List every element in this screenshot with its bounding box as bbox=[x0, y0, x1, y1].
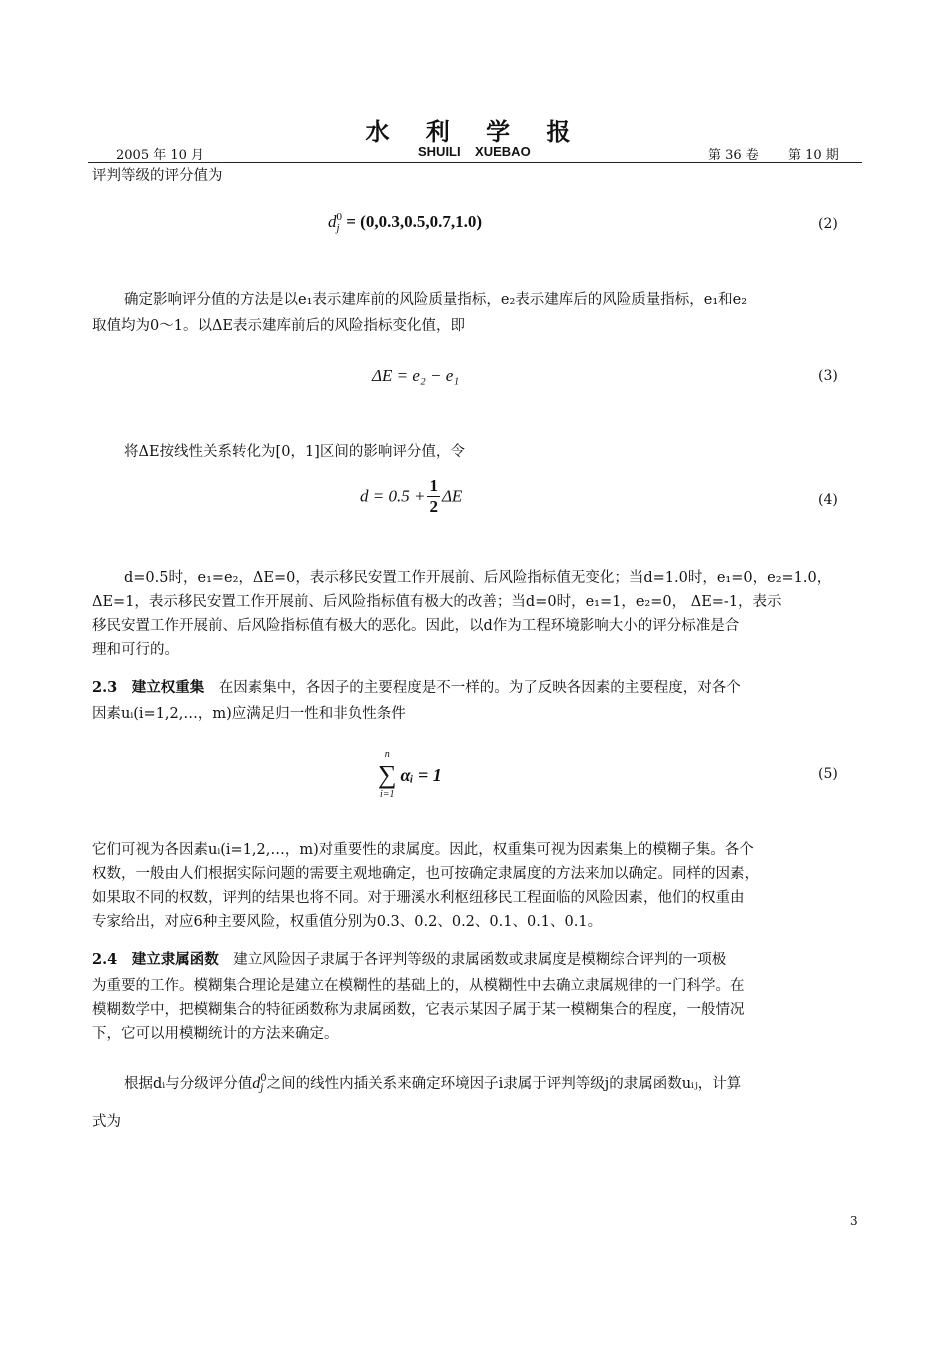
para5-text-a: 根据dᵢ与分级评分值 bbox=[124, 1076, 253, 1092]
para3-line3: 移民安置工作开展前、后风险指标值有极大的恶化。因此，以d作为工程环境影响大小的评分标准是合 bbox=[92, 618, 740, 634]
para5-d-sup: 0 bbox=[260, 1073, 267, 1084]
eq4-lhs: d = 0.5 + bbox=[360, 486, 426, 506]
section-2-4-line2: 为重要的工作。模糊集合理论是建立在模糊性的基础上的，从模糊性中去确立隶属规律的一门科学。在 bbox=[92, 978, 745, 994]
para3-line4: 理和可行的。 bbox=[92, 642, 179, 658]
section-2-4-line1 bbox=[92, 950, 726, 970]
equation-5-number: (5) bbox=[818, 766, 838, 782]
para4-line4: 专家给出，对应6种主要风险，权重值分别为0.3、0.2、0.2、0.1、0.1、0.1。 bbox=[92, 914, 603, 930]
eq2-rhs: = (0,0.3,0.5,0.7,1.0) bbox=[342, 212, 483, 231]
equation-2-number: (2) bbox=[818, 216, 838, 232]
eq2-lhs: d bbox=[328, 212, 337, 231]
para1-line2: 取值均为0～1。以ΔE表示建库前后的风险指标变化值，即 bbox=[92, 318, 466, 334]
eq5-body: αᵢ = 1 bbox=[400, 764, 442, 785]
para1-line1: 确定影响评分值的方法是以e₁表示建库前的风险质量指标，e₂表示建库后的风险质量指标，e₁和e₂ bbox=[124, 292, 748, 308]
para4-line3: 如果取不同的权数，评判的结果也将不同。对于珊溪水利枢纽移民工程面临的风险因素，他们的权重由 bbox=[92, 890, 745, 906]
para4-line2: 权数，一般由人们根据实际问题的需要主观地确定，也可按确定隶属度的方法来加以确定。同样的因素， bbox=[92, 866, 759, 882]
equation-3-number: (3) bbox=[818, 368, 838, 384]
section-2-3-line1 bbox=[92, 678, 741, 698]
section-2-4-line3: 模糊数学中，把模糊集合的特征函数称为隶属函数，它表示某因子属于某一模糊集合的程度，一般情况 bbox=[92, 1002, 745, 1018]
intro-line: 评判等级的评分值为 bbox=[92, 168, 223, 184]
para3-line1: d=0.5时，e₁=e₂，ΔE=0，表示移民安置工作开展前、后风险指标值无变化；当d=1.0时，e₁=0，e₂=1.0， bbox=[124, 570, 832, 586]
header-volume: 第 36 卷 bbox=[708, 148, 759, 163]
equation-3: ΔE = e₂ − e₁ bbox=[372, 366, 460, 385]
eq4-rhs: ΔE bbox=[441, 486, 463, 506]
para5-line1 bbox=[124, 1074, 741, 1094]
equation-4 bbox=[360, 476, 462, 517]
para3-line2: ΔE=1，表示移民安置工作开展前、后风险指标值有极大的改善；当d=0时，e₁=1，e₂=0， ΔE=-1，表示 bbox=[92, 594, 782, 610]
para5-line2: 式为 bbox=[92, 1114, 121, 1130]
journal-title: 水 利 学 报 bbox=[365, 118, 585, 146]
para5-d-sub: j bbox=[260, 1083, 264, 1094]
eq2-sub: j bbox=[336, 222, 340, 235]
header-rule bbox=[88, 162, 862, 163]
header-issue: 第 10 期 bbox=[788, 148, 839, 163]
eq5-lower-limit: i=1 bbox=[380, 789, 395, 800]
para4-line1: 它们可视为各因素uᵢ(i=1,2,…，m)对重要性的隶属度。因此，权重集可视为因素集上的模糊子集。各个 bbox=[92, 842, 754, 858]
section-2-4-line4: 下，它可以用模糊统计的方法来确定。 bbox=[92, 1026, 339, 1042]
section-2-4-text1: 建立风险因子隶属于各评判等级的隶属函数或隶属度是模糊综合评判的一项极 bbox=[218, 952, 727, 968]
equation-4-number: (4) bbox=[818, 492, 838, 508]
header-date: 2005 年 10 月 bbox=[116, 148, 205, 163]
header-journal-pinyin: SHUILI XUEBAO bbox=[418, 144, 531, 159]
section-2-3-heading: 2.3 建立权重集 bbox=[92, 679, 205, 696]
equation-2 bbox=[328, 212, 482, 234]
eq5-upper-limit: n bbox=[384, 749, 390, 760]
eq4-denominator: 2 bbox=[429, 497, 438, 516]
eq2-sup: 0 bbox=[336, 211, 342, 224]
section-2-3-text1: 在因素集中，各因子的主要程度是不一样的。为了反映各因素的主要程度，对各个 bbox=[204, 680, 741, 696]
sum-icon: ∑ bbox=[378, 760, 397, 789]
section-2-4-heading: 2.4 建立隶属函数 bbox=[92, 951, 219, 968]
equation-5 bbox=[378, 748, 442, 802]
para5-d-symbol: d bbox=[252, 1075, 261, 1092]
section-2-3-line2: 因素uᵢ(i=1,2,…，m)应满足归一性和非负性条件 bbox=[92, 706, 406, 722]
eq4-numerator: 1 bbox=[429, 476, 438, 495]
para2-line: 将ΔE按线性关系转化为[0，1]区间的影响评分值，令 bbox=[124, 444, 465, 460]
page-number: 3 bbox=[850, 1214, 858, 1228]
para5-text-b: 之间的线性内插关系来确定环境因子i隶属于评判等级j的隶属函数uᵢⱼ，计算 bbox=[266, 1076, 742, 1092]
